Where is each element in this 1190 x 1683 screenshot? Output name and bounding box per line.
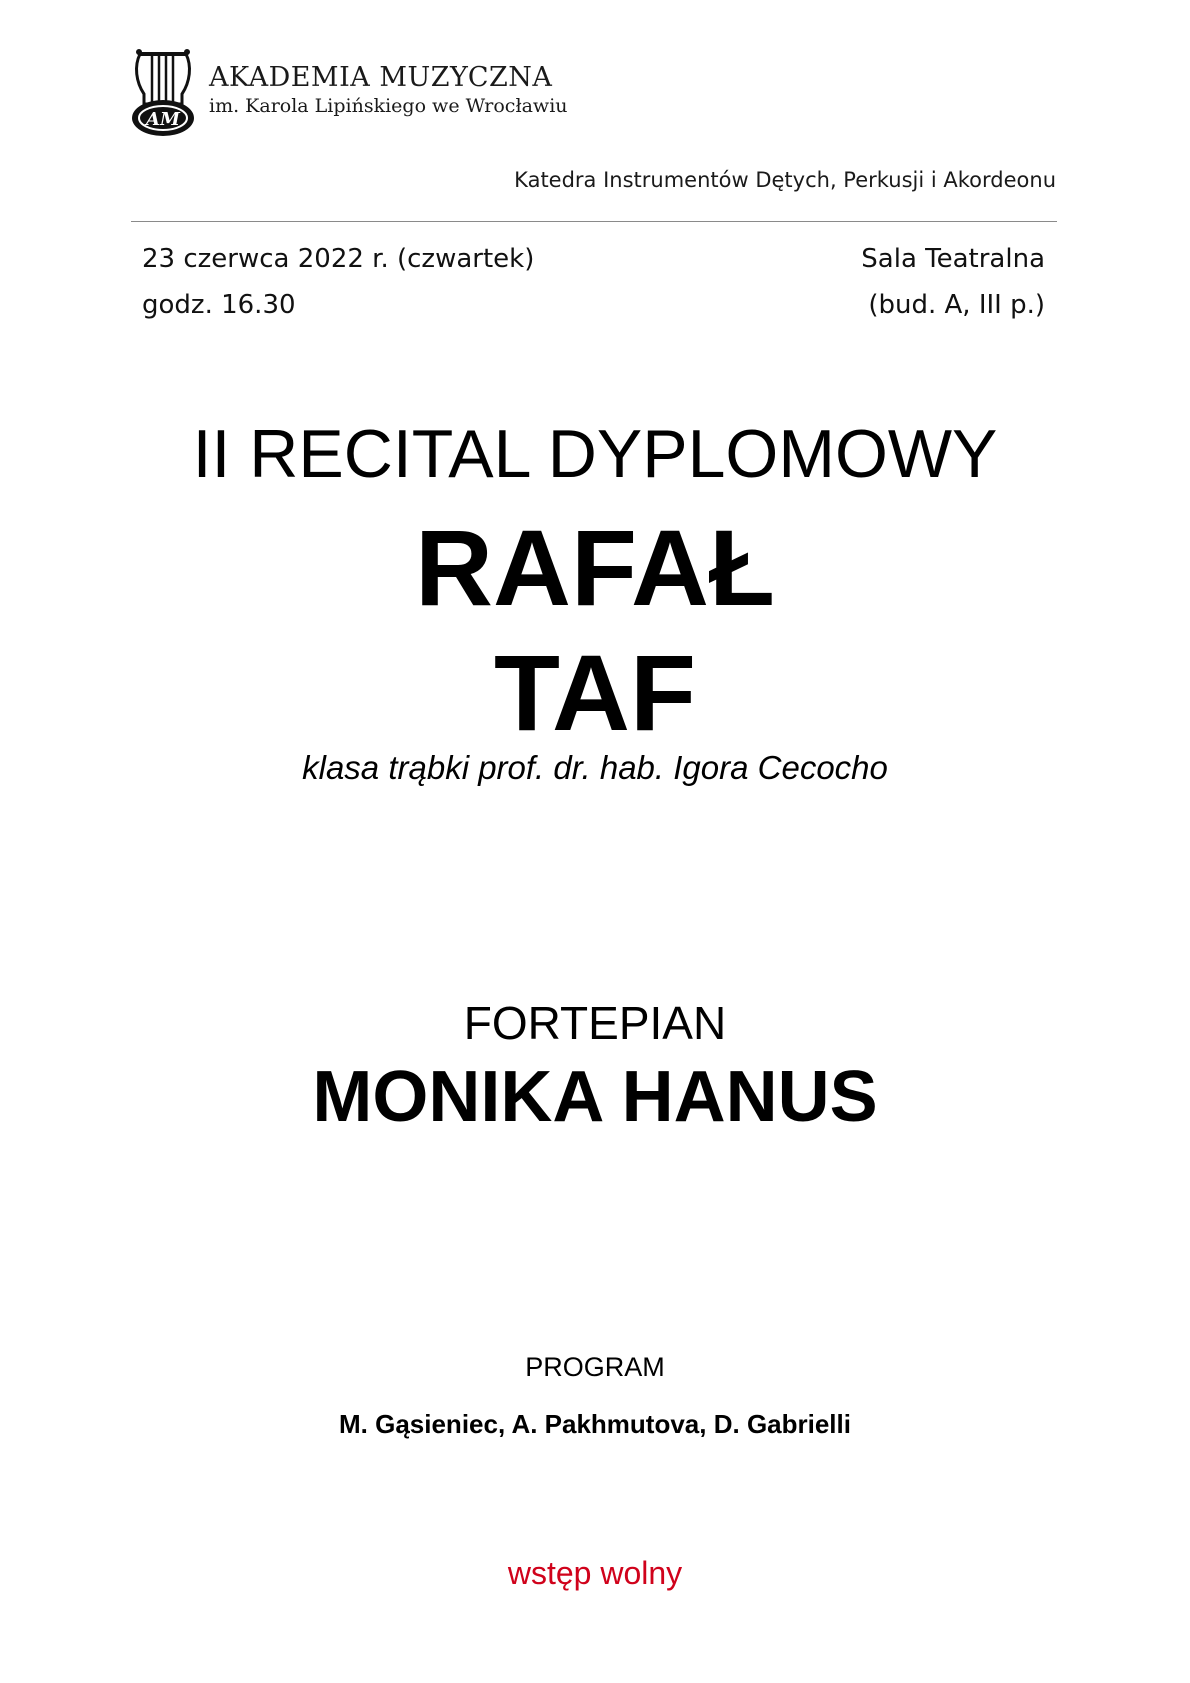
program-heading: PROGRAM xyxy=(525,1352,665,1382)
entry-note: wstęp wolny xyxy=(507,1555,683,1591)
organization-block xyxy=(209,62,568,118)
svg-text:AM: AM xyxy=(146,109,180,130)
recital-title: II RECITAL DYPLOMOWY xyxy=(192,416,998,492)
event-venue-block xyxy=(861,236,1045,328)
department-name: Katedra Instrumentów Dętych, Perkusji i Akordeonu xyxy=(514,168,1056,192)
program-composers: M. Gąsieniec, A. Pakhmutova, D. Gabrielli xyxy=(339,1409,851,1439)
accompanist-name: MONIKA HANUS xyxy=(312,1057,878,1137)
performer-first-name: RAFAŁ xyxy=(415,507,775,628)
header-divider xyxy=(131,221,1057,222)
organization-subtitle: im. Karola Lipińskiego we Wrocławiu xyxy=(209,95,568,117)
event-venue: Sala Teatralna xyxy=(861,244,1045,274)
event-datetime xyxy=(142,236,534,328)
performer-class-info: klasa trąbki prof. dr. hab. Igora Cecocho xyxy=(302,749,888,786)
event-time: godz. 16.30 xyxy=(142,290,296,320)
logo-monogram xyxy=(130,46,196,138)
accompanist-instrument: FORTEPIAN xyxy=(463,997,727,1049)
organization-name: AKADEMIA MUZYCZNA xyxy=(209,62,553,93)
event-venue-detail: (bud. A, III p.) xyxy=(868,290,1045,320)
event-date: 23 czerwca 2022 r. (czwartek) xyxy=(142,244,535,274)
performer-last-name: TAF xyxy=(494,632,696,753)
